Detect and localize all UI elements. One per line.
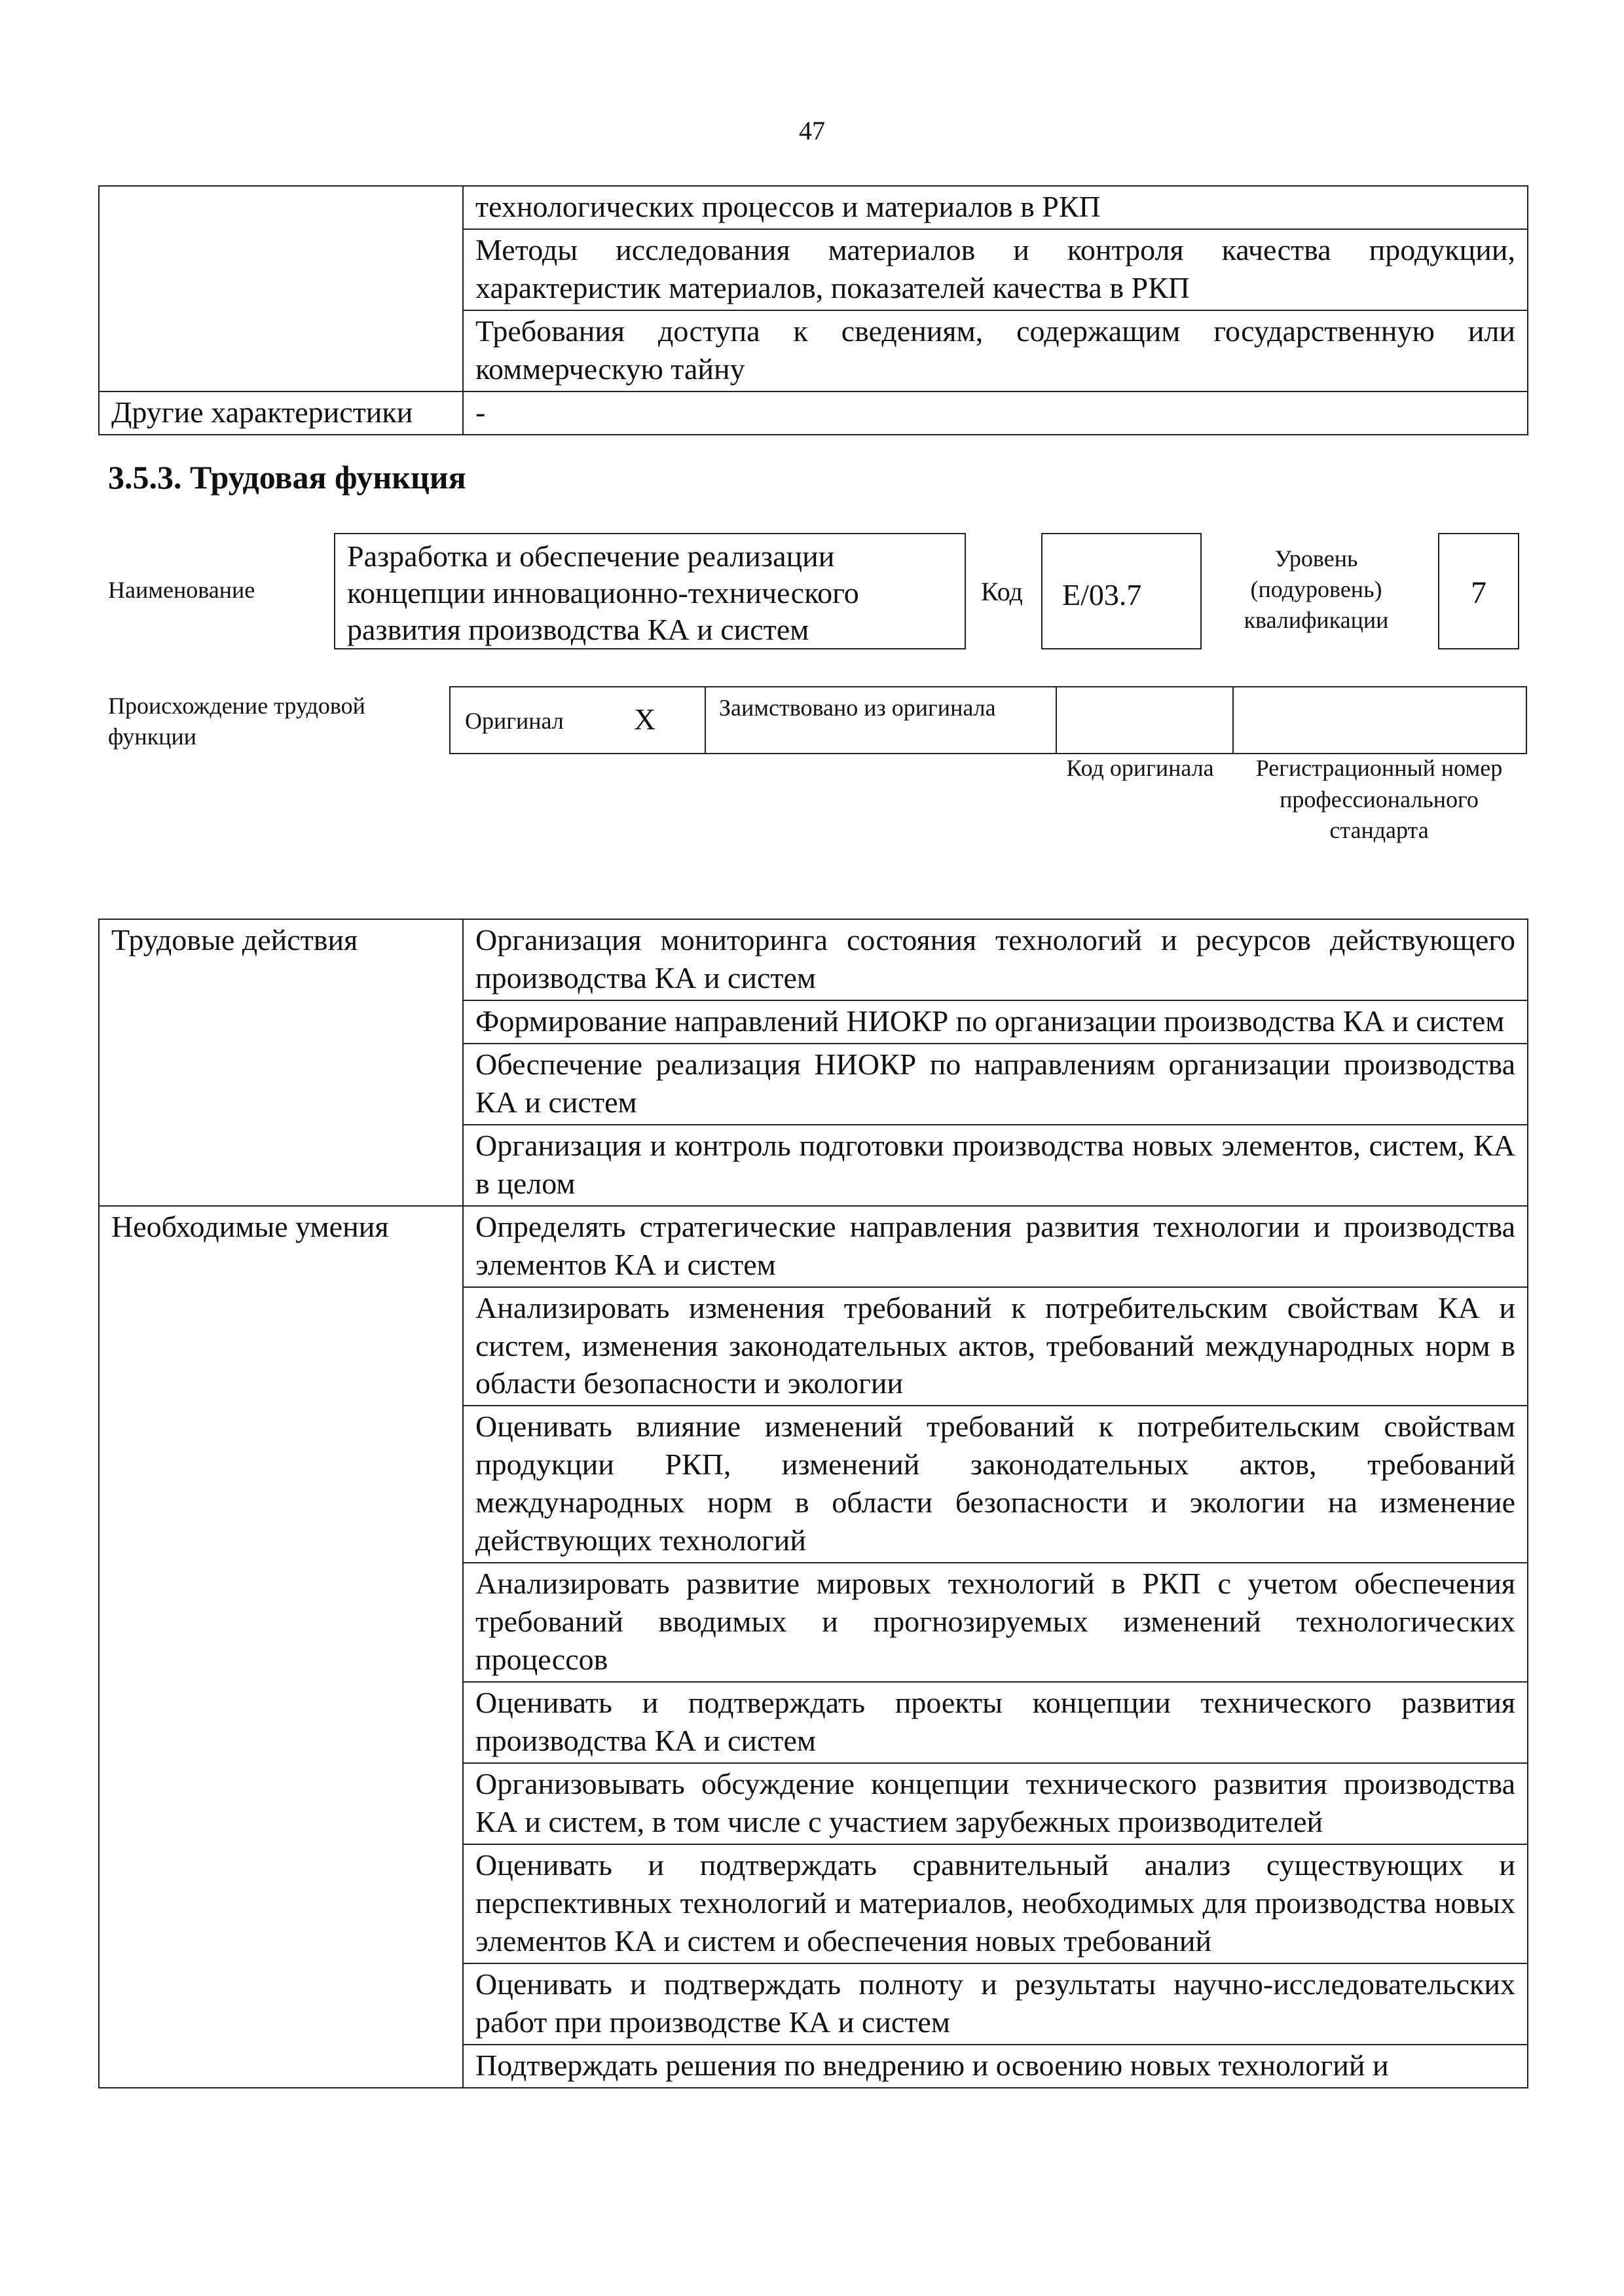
skill-item: Организовывать обсуждение концепции технического развития производства КА и систем, в том числе с участием зарубежных производителей (463, 1763, 1528, 1844)
skill-item: Анализировать развитие мировых технологий в РКП с учетом обеспечения требований вводимых и прогнозируемых изменений технологических процессов (463, 1563, 1528, 1682)
previous-section-table (98, 185, 1528, 435)
empty-label-cell (99, 186, 463, 392)
skill-item: Оценивать влияние изменений требований к потребительским свойствам продукции РКП, изменений законодательных актов, требований международных норм в области безопасности и экологии на изменение действующих технологий (463, 1406, 1528, 1563)
registration-number-cell (1234, 687, 1527, 753)
other-characteristics-value: - (463, 392, 1528, 435)
skill-item: Оценивать и подтверждать проекты концепции технического развития производства КА и систем (463, 1682, 1528, 1763)
borrowed-label: Заимствовано из оригинала (719, 695, 996, 721)
origin-label: Происхождение трудовой функции (108, 693, 365, 750)
original-mark: X (634, 702, 656, 736)
knowledge-item: Требования доступа к сведениям, содержащим государственную или коммерческую тайну (463, 310, 1528, 392)
registration-number-caption: Регистрационный номер профессионального стандарта (1255, 755, 1503, 844)
function-name-box: Разработка и обеспечение реализации концепции инновационно-технического развития производства КА и систем (334, 533, 966, 649)
table-row (99, 186, 1528, 229)
skill-item: Оценивать и подтверждать полноту и результаты научно-исследовательских работ при производстве КА и систем (463, 1963, 1528, 2045)
original-label: Оригинал (465, 708, 564, 734)
skill-item: Подтверждать решения по внедрению и освоению новых технологий и (463, 2045, 1528, 2088)
name-label: Наименование (108, 577, 255, 603)
labor-action-item: Формирование направлений НИОКР по организации производства КА и систем (463, 1000, 1528, 1044)
skill-item: Определять стратегические направления развития технологии и производства элементов КА и систем (463, 1206, 1528, 1287)
qualification-level-label: Уровень (подуровень) квалификации (1244, 545, 1389, 633)
page-number: 47 (799, 116, 825, 145)
knowledge-item: Методы исследования материалов и контроля качества продукции, характеристик материалов, показателей качества в РКП (463, 229, 1528, 310)
origin-row (449, 686, 1527, 754)
qualification-level-box: 7 (1438, 533, 1519, 649)
labor-action-item: Обеспечение реализация НИОКР по направлениям организации производства КА и систем (463, 1044, 1528, 1125)
required-skills-label: Необходимые умения (99, 1206, 463, 2088)
original-code-caption: Код оригинала (1066, 755, 1214, 781)
skill-item: Анализировать изменения требований к потребительским свойствам КА и систем, изменения законодательных актов, требований международных норм в области безопасности и экологии (463, 1287, 1528, 1406)
function-code-box: E/03.7 (1041, 533, 1202, 649)
table-row (99, 392, 1528, 435)
original-cell (451, 687, 706, 753)
original-code-cell (1057, 687, 1234, 753)
code-label: Код (981, 577, 1023, 606)
labor-action-item: Организация и контроль подготовки производства новых элементов, систем, КА в целом (463, 1125, 1528, 1206)
section-title: 3.5.3. Трудовая функция (108, 459, 466, 496)
labor-action-item: Организация мониторинга состояния технологий и ресурсов действующего производства КА и систем (463, 919, 1528, 1000)
table-row (99, 1206, 1528, 1287)
borrowed-cell (706, 687, 1057, 753)
table-row (99, 919, 1528, 1000)
other-characteristics-label: Другие характеристики (99, 392, 463, 435)
labor-function-table (98, 919, 1528, 2088)
labor-actions-label: Трудовые действия (99, 919, 463, 1206)
skill-item: Оценивать и подтверждать сравнительный анализ существующих и перспективных технологий и материалов, необходимых для производства новых элементов КА и систем и обеспечения новых требований (463, 1844, 1528, 1963)
knowledge-item: технологических процессов и материалов в РКП (463, 186, 1528, 229)
